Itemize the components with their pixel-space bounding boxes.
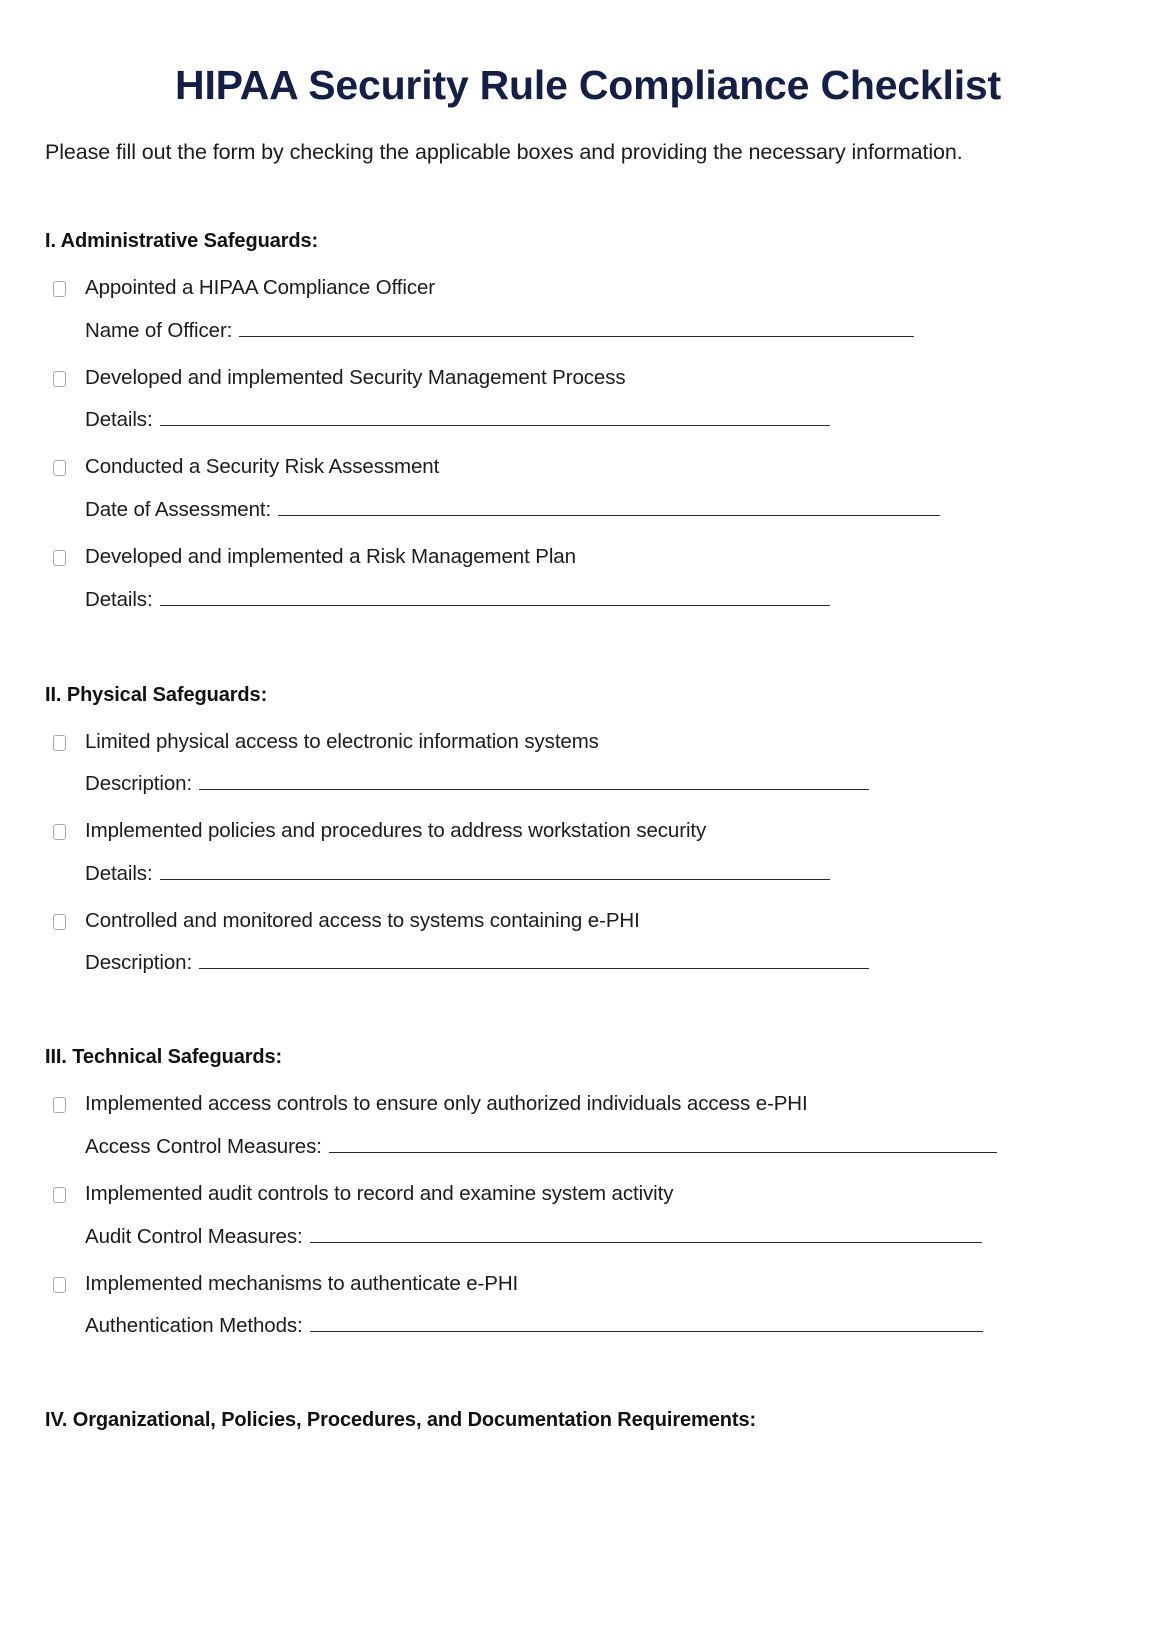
field-label: Details: [85,587,153,611]
field-blank-line[interactable] [239,320,914,337]
field-blank-line[interactable] [199,952,869,969]
checkbox-icon[interactable] [53,1277,66,1293]
section-technical-safeguards [45,975,1131,1338]
intro-instructions: Please fill out the form by checking the applicable boxes and providing the necessary information. [45,140,963,165]
checklist-item[interactable] [45,1271,1131,1297]
field-blank-line[interactable] [160,589,830,606]
checklist-item-label: Limited physical access to electronic information systems [85,729,599,753]
checklist-item[interactable] [45,454,1131,480]
page-title: HIPAA Security Rule Compliance Checklist [175,62,1001,108]
checkbox-icon[interactable] [53,735,66,751]
checklist-item-label: Developed and implemented a Risk Management Plan [85,544,576,568]
checklist-item[interactable] [45,818,1131,844]
section-physical-safeguards [45,612,1131,976]
field-label: Description: [85,951,193,975]
field-blank-line[interactable] [310,1226,982,1243]
field-label: Description: [85,772,193,796]
fill-in-field[interactable] [45,951,1131,975]
fill-in-field[interactable] [45,772,1131,796]
field-label: Details: [85,861,153,885]
field-blank-line[interactable] [160,863,830,880]
section-heading: I. Administrative Safeguards: [45,230,319,253]
checklist-item-label: Appointed a HIPAA Compliance Officer [85,276,436,300]
checkbox-icon[interactable] [53,824,66,840]
checklist-item-label: Conducted a Security Risk Assessment [85,455,440,479]
section-administrative-safeguards [45,167,1131,612]
field-label: Date of Assessment: [85,497,272,521]
checklist-item[interactable] [45,544,1131,570]
fill-in-field[interactable] [45,1314,1131,1338]
checklist-item-label: Implemented access controls to ensure only authorized individuals access e-PHI [85,1092,808,1116]
checkbox-icon[interactable] [53,1097,66,1113]
field-label: Audit Control Measures: [85,1224,303,1248]
checklist-item[interactable] [45,908,1131,934]
checkbox-icon[interactable] [53,460,66,476]
field-label: Name of Officer: [85,318,233,342]
field-label: Access Control Measures: [85,1135,322,1159]
checklist-item[interactable] [45,729,1131,755]
section-organizational-requirements [45,1338,1131,1432]
field-blank-line[interactable] [278,499,940,516]
checkbox-icon[interactable] [53,1187,66,1203]
fill-in-field[interactable] [45,319,1131,343]
field-blank-line[interactable] [310,1315,983,1332]
fill-in-field[interactable] [45,1135,1131,1159]
fill-in-field[interactable] [45,498,1131,522]
checklist-item[interactable] [45,365,1131,391]
checklist-item-label: Controlled and monitored access to systems containing e-PHI [85,908,640,932]
field-blank-line[interactable] [199,773,869,790]
field-label: Details: [85,408,153,432]
checklist-item-label: Developed and implemented Security Management Process [85,365,626,389]
checkbox-icon[interactable] [53,550,66,566]
fill-in-field[interactable] [45,588,1131,612]
section-heading: IV. Organizational, Policies, Procedures, and Documentation Requirements: [45,1409,757,1432]
checkbox-icon[interactable] [53,371,66,387]
checklist-item[interactable] [45,1181,1131,1207]
fill-in-field[interactable] [45,862,1131,886]
field-blank-line[interactable] [160,409,830,426]
fill-in-field[interactable] [45,408,1131,432]
checkbox-icon[interactable] [53,281,66,297]
field-label: Authentication Methods: [85,1314,303,1338]
checklist-item-label: Implemented mechanisms to authenticate e-PHI [85,1271,519,1295]
section-heading: II. Physical Safeguards: [45,683,268,706]
fill-in-field[interactable] [45,1225,1131,1249]
field-blank-line[interactable] [329,1136,997,1153]
checklist-item[interactable] [45,275,1131,301]
section-heading: III. Technical Safeguards: [45,1046,283,1069]
checkbox-icon[interactable] [53,914,66,930]
checklist-item[interactable] [45,1091,1131,1117]
checklist-item-label: Implemented policies and procedures to address workstation security [85,819,707,843]
checklist-item-label: Implemented audit controls to record and examine system activity [85,1182,674,1206]
